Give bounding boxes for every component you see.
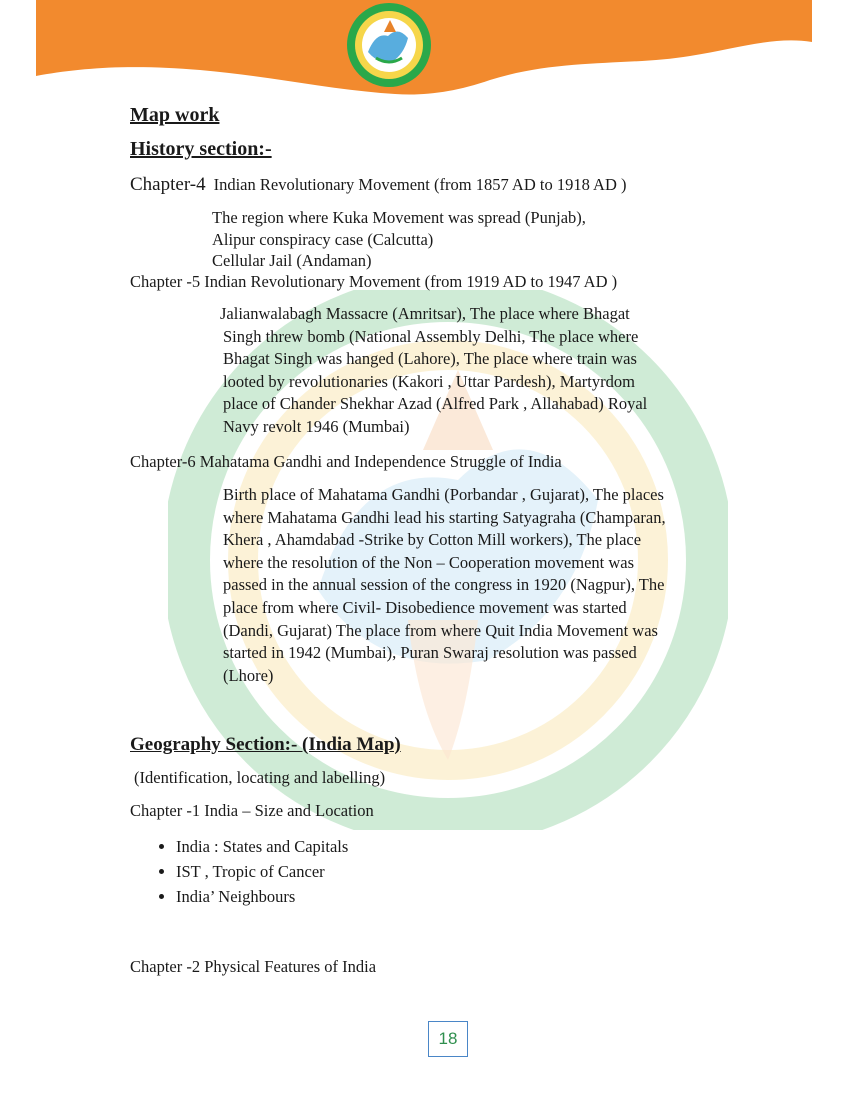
chapter-6-line: (Dandi, Gujarat) The place from where Quit India Movement was [223, 620, 658, 640]
geography-subtitle: (Identification, locating and labelling) [134, 768, 386, 787]
history-section-title: History section:- [130, 138, 272, 160]
chapter-5-line: looted by revolutionaries (Kakori , Uttar Pardesh), Martyrdom [223, 371, 635, 391]
map-work-title: Map work [130, 104, 220, 126]
chapter-5-line: Singh threw bomb (National Assembly Delhi, The place where [223, 326, 639, 346]
list-item: • IST , Tropic of Cancer [176, 859, 348, 884]
chapter-6-paragraph [223, 484, 666, 687]
chapter-4-line: Cellular Jail (Andaman) [212, 251, 372, 270]
list-item: • India : States and Capitals [176, 834, 348, 859]
chapter-4-line: The region where Kuka Movement was spread (Punjab), [212, 208, 586, 227]
chapter-6-heading: Chapter-6 Mahatama Gandhi and Independence Struggle of India [130, 452, 562, 471]
chapter-6-line: (Lhore) [223, 665, 274, 685]
geography-section-title: Geography Section:- (India Map) [130, 734, 401, 755]
chapter-5-heading: Chapter -5 Indian Revolutionary Movement (from 1919 AD to 1947 AD ) [130, 272, 618, 291]
chapter-6-line: where Mahatama Gandhi lead his starting Satyagraha (Champaran, [223, 507, 666, 527]
chapter-5-line: place of Chander Shekhar Azad (Alfred Park , Allahabad) Royal [223, 394, 648, 414]
chapter-1-bullet-list [130, 834, 348, 909]
chapter-4-line: Alipur conspiracy case (Calcutta) [212, 230, 434, 249]
chapter-5-paragraph [220, 303, 647, 439]
chapter-6-line: Khera , Ahamdabad -Strike by Cotton Mill workers), The place [223, 530, 642, 550]
geography-chapter-1-heading: Chapter -1 India – Size and Location [130, 801, 374, 820]
chapter-6-line: Birth place of Mahatama Gandhi (Porbandar , Gujarat), The places [223, 485, 664, 504]
geography-chapter-2-heading: Chapter -2 Physical Features of India [130, 957, 377, 976]
list-item: • India’ Neighbours [176, 884, 348, 909]
chapter-6-line: started in 1942 (Mumbai), Puran Swaraj resolution was passed [223, 643, 637, 663]
chapter-4-heading [130, 174, 627, 196]
chapter-5-line: Navy revolt 1946 (Mumbai) [223, 416, 410, 436]
chapter-5-line: Bhagat Singh was hanged (Lahore), The place where train was [223, 349, 637, 369]
page-number: 18 [428, 1021, 468, 1057]
chapter-4-label: Chapter-4 [130, 174, 206, 195]
chapter-5-line: Jalianwalabagh Massacre (Amritsar), The place where Bhagat [220, 304, 630, 323]
chapter-6-line: place from where Civil- Disobedience movement was started [223, 597, 627, 617]
chapter-6-line: where the resolution of the Non – Cooperation movement was [223, 552, 635, 572]
chapter-6-line: passed in the annual session of the congress in 1920 (Nagpur), The [223, 575, 665, 595]
chapter-4-title: Indian Revolutionary Movement (from 1857 AD to 1918 AD ) [213, 175, 627, 194]
